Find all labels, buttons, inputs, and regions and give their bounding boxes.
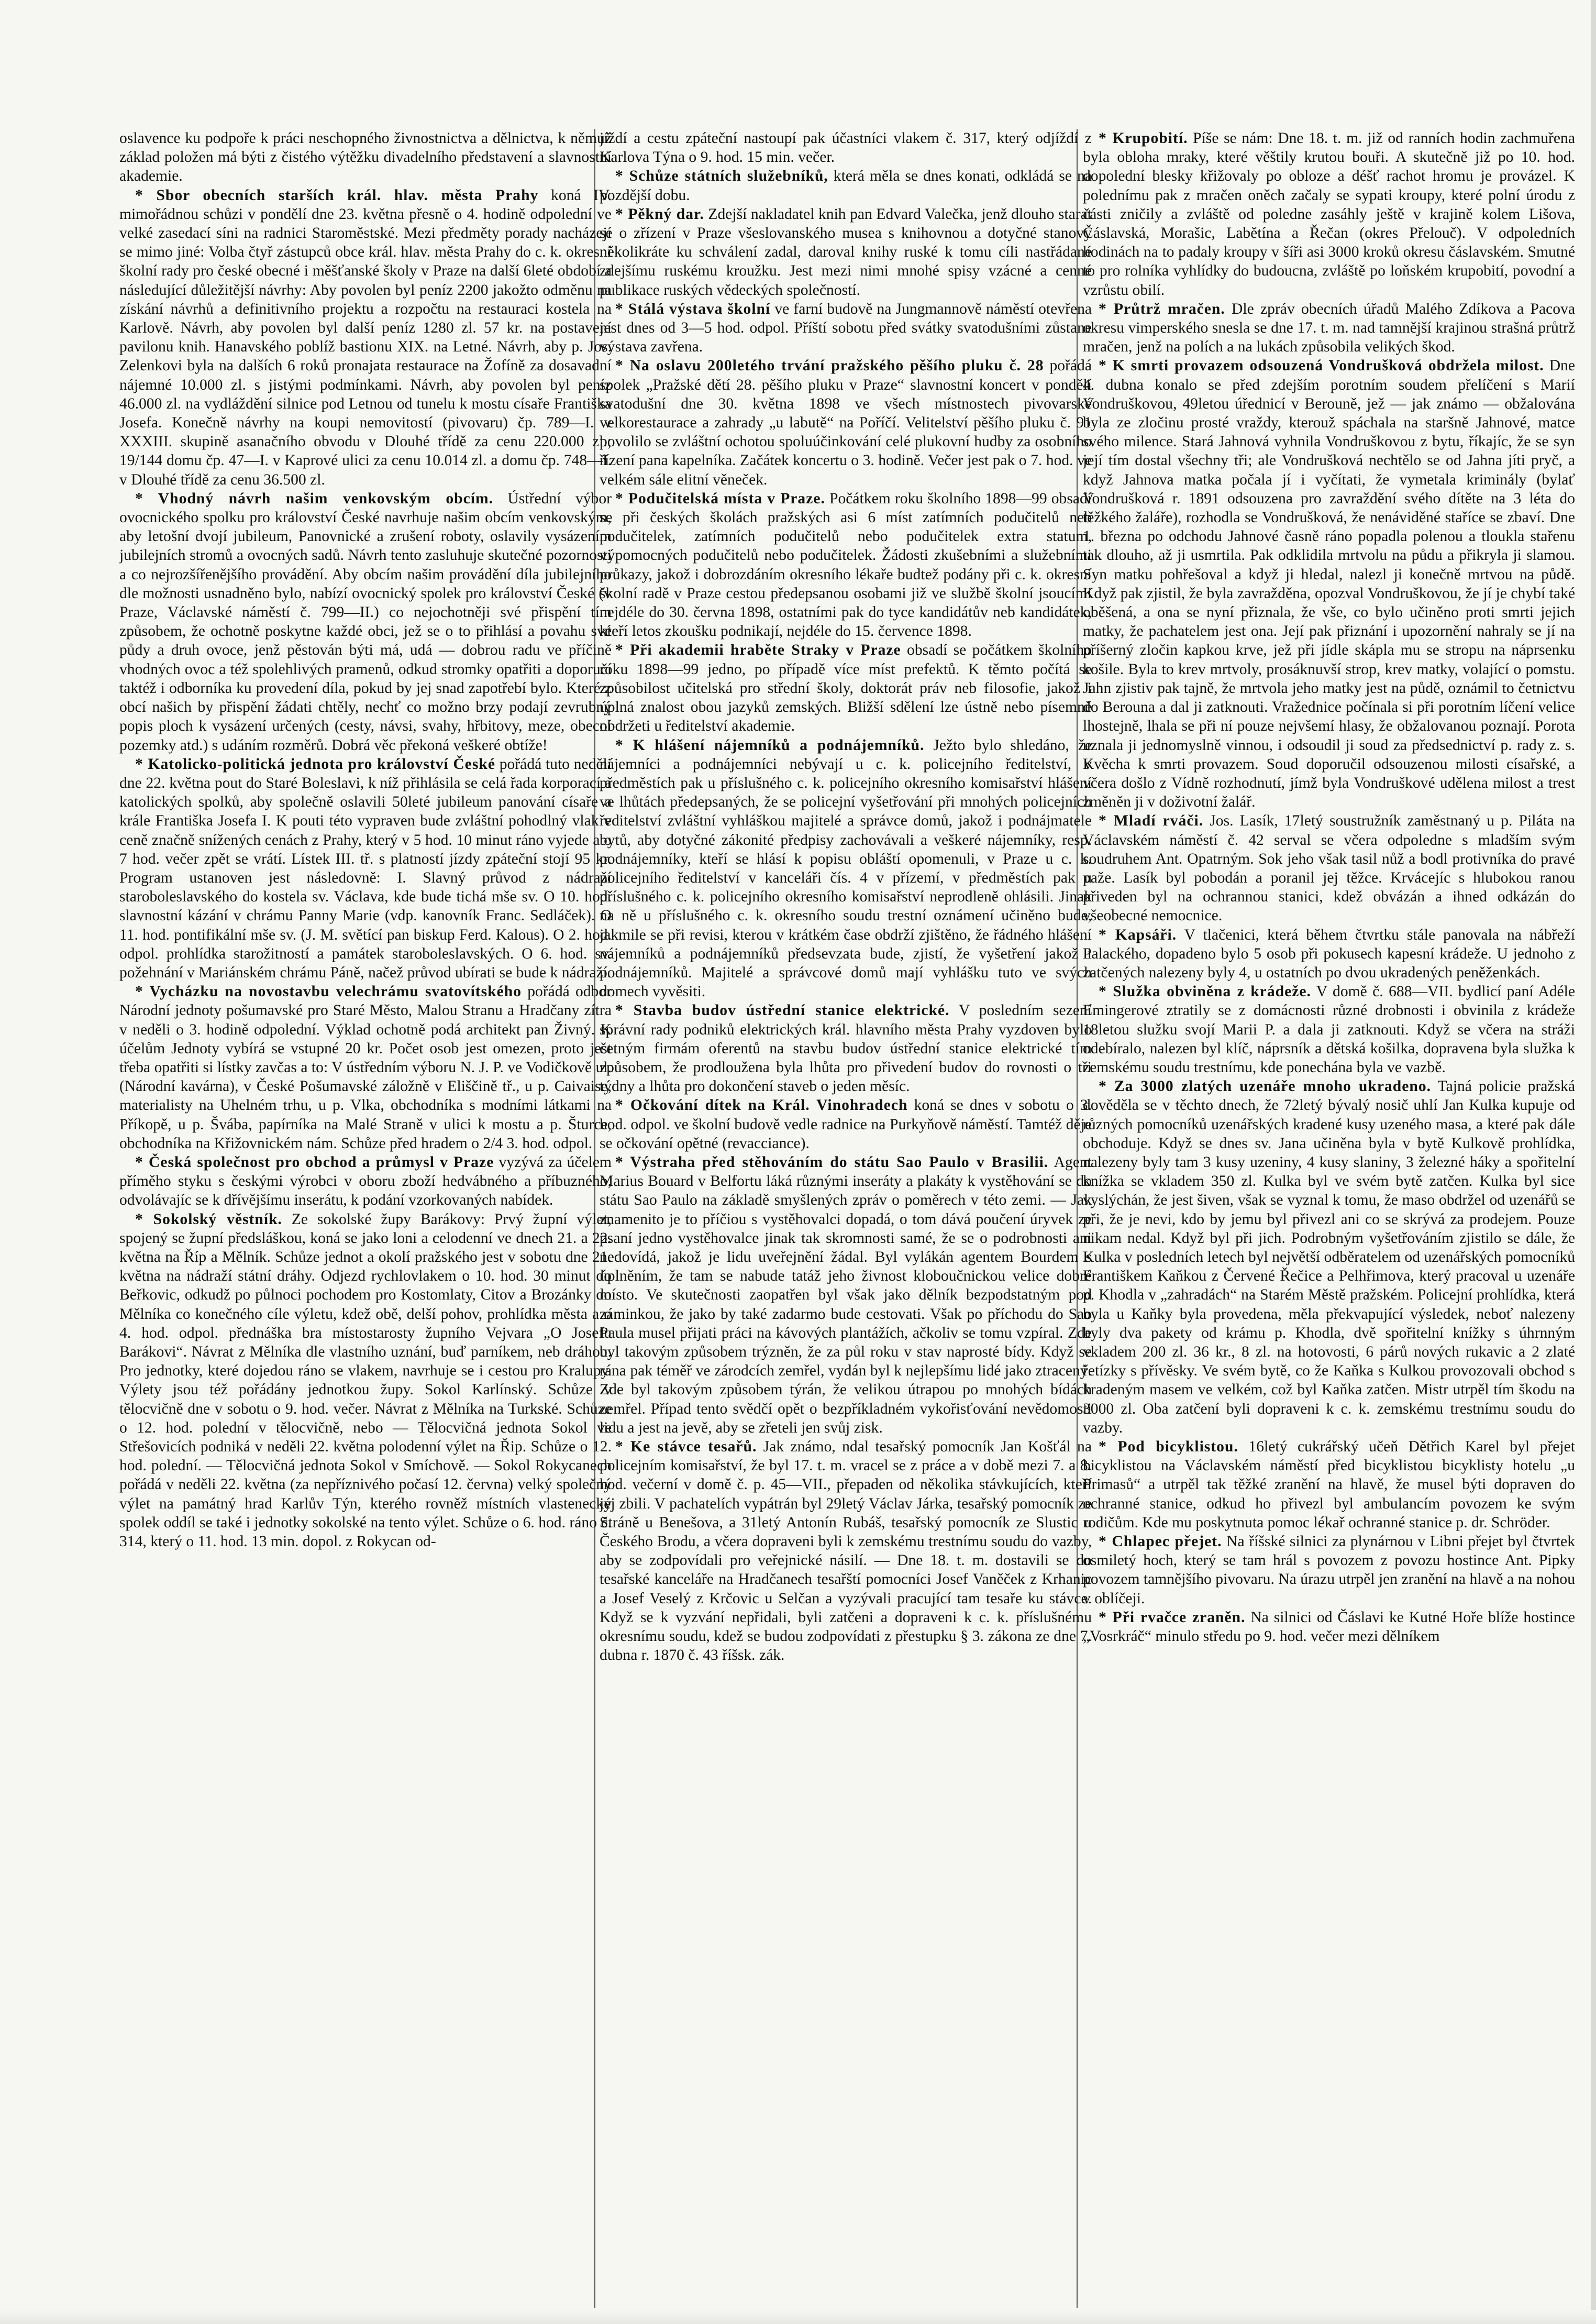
- article-paragraph: [600, 489, 1092, 641]
- article-body: Dne 4. dubna konalo se před zdejším porotním soudem přelíčení s Marií Vondruškovou, 49letou úřednicí v Berouně, jež — jak známo — obžalována byla ze zločinu prosté vraždy, kterouž spáchala na staršně Jahnové, matce svého milence. Stará Jahnová vyhnila Vondruškovou z bytu, říkajíc, že se syn její tím dostal všechny tři; ale Vondrušková nechtělo se od Jahna jíti pryč, a když Jahnova matka počala jí i vyčítati, že vymetala kriminály (bylať Vondrušková r. 1891 odsouzena pro zavraždění svého dítěte na 3 léta do těžkého žaláře), rozhodla se Vondrušková, že nenáviděné staříce se zbaví. Dne 1. března po odchodu Jahnové časně ráno popadla polenou a tloukla stařenu tak dlouho, až ji usmrtila. Pak odklidila mrtvolu na půdu a přikryla ji slamou. Syn matku pohřešoval a když ji hledal, nalezl ji konečně mrtvou na půdě. Když pak zjistil, že byla zavražděna, opozval Vondruškovou, že jí je chybí také oběšená, a ona se nyní přiznala, že vše, co bylo učiněno proti smrti jejich matky, že pachatelem jest ona. Její pak přiznání i upozornění nahraly se jí na příšerný zločin kapkou krve, jež při jídle skápla mu se stropu na náprsenku košile. Byla to krev mrtvoly, prosáknuvší strop, krev matky, volající o pomstu. Jahn zjistiv pak tajně, že mrtvola jeho matky jest na půdě, oznámil to četnictvu do Berouna a dal ji zatknouti. Vražednice počínala si při porotním líčení velice lhostejně, lhala se při ní pouze nejvšemí hlasy, že obžalovanou poznají. Porota uznala ji jednomyslně vinnou, i odsoudil ji soud za předsednictví p. rady z. s. Kvěcha k smrti provazem. Soud doporučil odsouzenou milosti císařské, a včera došlo z Vídně rozhodnutí, jímž byla Vondruškové udělena milost a trest změněn ji v doživotní žalář.: [1083, 357, 1575, 811]
- article-body: Na silnici od Čáslavi ke Kutné Hoře blíže hostince „Vosrkráč“ minulo středu po 9. hod. večer mezi dělníkem: [1083, 1609, 1575, 1645]
- article-paragraph: [1083, 811, 1575, 925]
- article-body: koná se dnes v sobotu o 3. hod. odpol. ve školní budově vedle radnice na Purkyňově náměstí. Tamtéž děje se očkování opětné (revacciance).: [600, 1097, 1092, 1152]
- article-body: Zdejší nakladatel knih pan Edvard Valečka, jenž dlouho starat se o zřízení v Praze všeslovanského musea s knihovnou a dotyčné stanovy několikráte ku schválení zadal, daroval knihy ruské k tomu cíli nastřádané zdejšímu ruskému kroužku. Jest mezi nimi mnohé spisy vzácné a cenné publikace ruských vědeckých společností.: [600, 205, 1092, 299]
- article-heading: * Krupobití.: [1099, 130, 1188, 147]
- column-right: [1083, 129, 1575, 2313]
- article-heading: * Vycházku na novostavbu velechrámu svatovítského: [135, 983, 522, 1000]
- article-paragraph: [1083, 982, 1575, 1077]
- article-paragraph: [600, 641, 1092, 735]
- article-heading: * Vhodný návrh našim venkovským obcím.: [135, 490, 493, 507]
- article-paragraph: [119, 186, 612, 489]
- article-body: V domě č. 688—VII. bydlicí paní Adéle Emingerové ztratily se z domácnosti různé drobnosti i obvinila z krádeže 18letou služku svojí Marii P. a dala ji zatknouti. Když se včera na stráži odebíralo, nalezen byl klíč, náprsník a dětská košilka, dopravena byla služka k zemskému soudu trestnímu, kde ponechána byla ve vazbě.: [1083, 983, 1575, 1076]
- article-heading: * Při rvačce zraněn.: [1099, 1609, 1246, 1626]
- article-paragraph: [600, 1437, 1092, 1665]
- article-paragraph: [600, 1153, 1092, 1437]
- article-paragraph: [1083, 1532, 1575, 1608]
- article-heading: * K hlášení nájemníků a podnájemníků.: [615, 736, 925, 754]
- article-heading: * Sbor obecních starších král. hlav. města Prahy: [135, 186, 539, 204]
- article-body: která měla se dnes konati, odkládá se na pozdější dobu.: [600, 168, 1092, 204]
- article-heading: * Sokolský věstník.: [135, 1210, 282, 1228]
- article-paragraph: [1083, 1608, 1575, 1646]
- article-paragraph: [119, 755, 612, 982]
- article-paragraph: [600, 1096, 1092, 1153]
- article-heading: * Při akademii hraběte Straky v Praze: [615, 642, 901, 659]
- article-body: obsadí se počátkem školního roku 1898—99 jedno, po případě více míst prefektů. K těmto počítá se způsobilost učitelská pro střední školy, doktorát práv neb filosofie, jakož i úplná znalost obou jazyků zemských. Bližší sdělení lze ústně nebo písemně obdržeti u ředitelství akademie.: [600, 642, 1092, 735]
- article-paragraph: [1083, 129, 1575, 300]
- article-body: pořádá tuto neděli dne 22. května pout do Staré Boleslavi, k níž přihlásila se celá řada korporací a katolických spolků, aby společně oslavili 50leté jubileum panování císaře a krále Františka Josefa I. K pouti této vypraven bude zvláštní pohodlný vlak v ceně značně snížených cenách z Prahy, který v 5 hod. 10 minut ráno vyjede a o 7 hod. večer zpět se vrátí. Lístek III. tř. s platností jízdy zpáteční stojí 95 kr. Program ustanoven jest následovně: I. Slavný průvod z nádraží staroboleslavského do kostela sv. Václava, kde bude tichá mše sv. O 10. hod. slavnostní kázání v chrámu Panny Marie (vdp. kanovník Franc. Sedláček). O 11. hod. pontifikální mše sv. (J. M. světící pan biskup Ferd. Kalous). O 2. hod. odpol. prohlídka starožitností a památek staroboleslavských. O 6. hod. sv. požehnání v Mariánském chrámu Páně, načež průvod ubírati se bude k nádraží.: [119, 755, 612, 981]
- article-body: pořádá spolek „Pražské dětí 28. pěšího pluku v Praze“ slavnostní koncert v pondělí svatodušní dne 30. května 1898 ve všech místnostech pivovarské velkorestaurace a zahrady „u labutě“ na Poříčí. Velitelství pěšího pluku č. 91 povolilo se zvláštní ochotou spoluúčinkování celé plukovní hudby za osobního řízení pana kapelníka. Začátek koncertu o 3. hodině. Večer jest pak o 7. hod. ve velkém sále elitní věneček.: [600, 357, 1092, 488]
- article-body: Dle zpráv obecních úřadů Malého Zdíkova a Pacova okresu vimperského snesla se dne 17. t. m. nad tamnější krajinou strašná průtrž mračen, jenž na polích a na lukách způsobila velikých škod.: [1083, 300, 1575, 356]
- article-heading: * Česká společnost pro obchod a průmysl v Praze: [135, 1153, 494, 1171]
- article-heading: * Pod bicyklistou.: [1099, 1438, 1238, 1456]
- article-paragraph: [600, 129, 1092, 167]
- article-heading: * Na oslavu 200letého trvání pražského pěšího pluku č. 28: [615, 357, 1044, 375]
- article-heading: * Pěkný dar.: [615, 205, 704, 223]
- article-heading: * Za 3000 zlatých uzenáře mnoho ukradeno.: [1099, 1078, 1432, 1095]
- article-paragraph: [600, 205, 1092, 300]
- article-heading: * Schůze státních služebníků,: [615, 168, 828, 185]
- article-paragraph: [1083, 356, 1575, 811]
- article-heading: * Očkování dítek na Král. Vinohradech: [615, 1097, 908, 1114]
- article-body: V tlačenici, která během čtvrtku stále panovala na nábřeží Palackého, dopadeno bylo 5 osob při pokusech kapesní krádeže. U jednoho z zatčených nalezeny byly 4, u ostatních po dvou ukradených peněženkách.: [1083, 926, 1575, 981]
- article-heading: * K smrti provazem odsouzená Vondrušková obdržela milost.: [1099, 357, 1544, 375]
- article-heading: * Katolicko-politická jednota pro království České: [135, 755, 496, 773]
- article-heading: * Mladí rváči.: [1099, 812, 1204, 830]
- article-heading: * Výstraha před stěhováním do státu Sao Paulo v Brasilii.: [615, 1153, 1049, 1171]
- column-middle: [600, 129, 1092, 2313]
- article-heading: * Chlapec přejet.: [1099, 1533, 1222, 1550]
- article-body: Jos. Lasík, 17letý soustružník zaměstnaný u p. Piláta na Václavském náměstí č. 42 serval se včera odpoledne s mladším svým soudruhem Ant. Opatrným. Sok jeho však tasil nůž a bodl protivníka do pravé paže. Lasík byl pobodán a poranil jej těžce. Krvácejíc s hlubokou ranou přiveden byl na ochrannou stanici, kdež obvázán a ihned odkázán do všeobecné nemocnice.: [1083, 812, 1575, 924]
- article-paragraph: [600, 736, 1092, 1001]
- article-heading: * Kapsáři.: [1099, 926, 1177, 943]
- article-paragraph: [600, 300, 1092, 357]
- article-heading: * Průtrž mračen.: [1099, 300, 1225, 317]
- article-body: ve farní budově na Jungmannově náměstí otevřena jest dnes od 3—5 hod. odpol. Příští sobotu před svátky svatodušními zůstane výstava zavřena.: [600, 300, 1092, 356]
- article-body: Na říšské silnici za plynárnou v Libni přejet byl čtvrtek osmiletý hoch, který se tam hrál s povozem z povozu hostince Ant. Pipky povozem tamnějšího pivovaru. Na úrazu utrpěl jen zranění na hlavě a na nohou v oblíčeji.: [1083, 1533, 1575, 1607]
- article-body: oslavence ku podpoře k práci neschopného živnostnictva a dělnictva, k němuž základ položen má býti z čistého výtěžku divadelního představení a slavnostní akademie.: [119, 130, 612, 185]
- article-paragraph: [1083, 1437, 1575, 1532]
- article-heading: * Podučitelská místa v Praze.: [615, 490, 825, 507]
- article-body: Ježto bylo shledáno, že nájemníci a podnájemníci nebývají u c. k. policejního ředitelství, v předměstích pak u příslušného c. k. policejního okresního komisařství hlášení ve lhůtách předepsaných, že se policejní vyšetřování při mnohých policejních ředitelství zvláštní vyhláškou majitelé a správce domů, jakož i podnájmatele bytů, aby dotyčné zákonité předpisy zachovávali a veškeré nájemníky, resp. podnájemníky, kteří se hlásí k popisu obláští opomenuli, v Praze u c. k. policejního ředitelství v kanceláři čís. 4 v přízemí, v předměstích pak u příslušného c. k. policejního okresního komisařství neprodleně ohlásili. Jinak na ně u příslušného c. k. okresního soudu trestní oznámení učiněno bude, jakmile se při revisi, kterou v krátkém čase obdrží zjištěno, že řádného hlášení nájemníků a podnájemníků předsevzata bude, zjistí, že vyšetření jakož i podnájemníků. Majitelé a správcové domů mají vyhlášku tuto ve svých domech vyvěsiti.: [600, 736, 1092, 1000]
- article-body: koná IV. mimořádnou schůzi v pondělí dne 23. května přesně o 4. hodině odpolední ve velké zasedací síni na radnici Staroměstské. Mezi předměty porady nacházejí se mimo jiné: Volba čtyř zástupců obce král. hlav. města Prahy do c. k. okresní školní rady pro české obecné i měšťanské školy v Praze na další 6leté období a následující důležitější návrhy: Aby povolen byl peníz 2200 jakožto odměnu na získání návrhů a definitivního projektu a rozpočtu na restauraci kostela na Karlově. Návrh, aby povolen byl další peníz 1280 zl. 57 kr. na postavení pavilonu knih. Hanavského poblíž bastionu XIX. na Letné. Návrh, aby p. Jos. Zelenkovi byla na dalších 6 roků pronajata restaurace na Žofíně za dosavadní nájemné 10.000 zl. s jistými podmínkami. Návrh, aby povolen byl peníz 46.000 zl. na vydláždění silnice pod Letnou od tunelu k mostu císaře Františka Josefa. Konečně návrhy na koupi nemovitostí (pivovaru) čp. 789—I. v XXXIII. skupině asanačního obvodu v Dlouhé třídě za cenu 220.000 zl.; 19/144 domu čp. 47—I. v Kaprové ulici za cenu 10.014 zl. a domu čp. 748—I. v Dlouhé třídě za cenu 36.500 zl.: [119, 186, 612, 488]
- article-body: Jak známo, ndal tesařský pomocník Jan Košťál na policejním komisařství, že byl 17. t. m. vracel se z práce a v době mezi 7. a 8. hod. večerní v domě č. p. 45—VII., přepaden od několika stávkujících, kteří jej zbili. V pachatelích vypátrán byl 29letý Václav Járka, tesařský pomocník ze Stráně u Benešova, a 31letý Antonín Rubáš, tesařský pomocník ze Slustic u Českého Brodu, a včera dopraveni byli k zemskému trestnímu soudu do vazby, aby se zodpovídali pro veřejnické násilí. — Dne 18. t. m. dostavili se do tesařské kanceláře na Hradčanech tesařští pomocníci Josef Vaněček z Krhanic a Josef Veselý z Krčovic u Selčan a vyzývali pracující tam tesaře ku stávce. Když se k vyzvání nepřidali, byli zatčeni a dopraveni k c. k. příslušnému okresnímu soudu, kdež se budou zodpovídati z přestupku § 3. zákona ze dne 7. dubna r. 1870 č. 43 říšsk. zák.: [600, 1438, 1092, 1664]
- article-heading: * Stálá výstava školní: [615, 300, 771, 317]
- article-body: vyzývá za účelem příměho styku s českými výrobci v oboru zboží hedvábného a příbuzného, odvolávajíc se k dřívějšímu inserátu, k podání vzorkovaných nabídek.: [119, 1153, 612, 1209]
- page-edge-shadow: [1591, 0, 1596, 2324]
- article-paragraph: [119, 1210, 612, 1551]
- article-body: Ze sokolské župy Barákovy: Prvý župní výlet, spojený se župní předsláškou, koná se jako loni a celodenní ve dnech 21. a 22. května na Říp a Mělník. Schůze jednot a okolí pražského jest v sobotu dne 21. května na nádraží státní dráhy. Odjezd rychlovlakem o 10. hod. 30 minut do Beřkovic, odkudž po půlnoci pochodem pro Kostomlaty, Citov a Brozánky do Mělníka co konečného cíle výletu, kdež obě, delší pohov, prohlídka města a o 4. hod. odpol. přednáška bra místostarosty župního Vejvara „O Josefu Barákovi“. Návrat z Mělníka dle vlastního uznání, buď parníkem, neb dráhou. Pro jednotky, které dojedou ráno se vlakem, navrhuje se i cestou pro Kralupy. Výlety jsou též pořádány jednotkou župy. Sokol Karlínský. Schůze v tělocvičně dne v sobotu o 9. hod. večer. Návrat z Mělníka na Turkské. Schůze o 12. hod. polední v tělocvičně, nebo — Tělocvičná jednota Sokol ve Střešovicích podniká v neděli 22. května polodenní výlet na Řip. Schůze o 12. hod. polední. — Tělocvičná jednota Sokol v Smíchově. — Sokol Rokycanech pořádá v neděli 22. května (za nepříznivého počasí 12. června) velký společný výlet na památný hrad Karlův Týn, kterého rovněž místních vlastenecký spolek oddíl se také i jednotky sokolské na tento výlet. Schůze o 6. hod. ráno č. 314, který o 11. hod. 13 min. dopol. z Rokycan od-: [119, 1210, 612, 1550]
- article-paragraph: [1083, 926, 1575, 983]
- article-body: Píše se nám: Dne 18. t. m. již od ranních hodin zachmuřena byla obloha mraky, které věštily krutou bouři. A skutečně již po 10. hod. dopolední blesky křižovaly po obloze a déšť rachot hromu je provázel. K polednímu pak z mračen oněch začaly se sypati kroupy, které polní úrodu z části zničily a zvláště od poledne zasáhly ještě v krajině kolem Lišova, Čáslavská, Morašic, Labětína a Řečan (okres Přelouč). V odpoledních hodinách na to padaly kroupy v šíři asi 3000 kroků okresu čáslavském. Smutné to pro rolníka vyhlídky do budoucna, zvláště po loňském krupobití, povodní a vzrůstu obilí.: [1083, 130, 1575, 299]
- column-left: [119, 129, 612, 2313]
- article-paragraph: [600, 1001, 1092, 1096]
- article-paragraph: [600, 167, 1092, 204]
- article-body: Ústřední výbor ovocnického spolku pro království České navrhuje našim obcím venkovským, aby letošní dvojí jubileum, Panovnické a zrušení roboty, oslavily vysázením jubilejních stromů a ovocných sadů. Návrh tento zasluhuje skutečné pozornosti a co nejrozšířenějšího provádění. Aby obcím našim provádění díla jubilejního dle možnosti usnadněno bylo, nabízí ovocnický spolek pro království České (v Praze, Václavské náměstí č. 799—II.) co nejochotněji své přispění tím způsobem, že ochotně poskytne každé obci, jež se o to přihlásí a povahu své půdy a druh ovoce, jenž pěstován býti má, udá — dobrou radu ve příčině vhodných ovoc a též spolehlivých pramenů, odkud stromky opatřiti a doporučí taktéž i odborníka ku provedení díla, pokud by jej snad zapotřebí bylo. Které z obcí našich by přispění žádati chtěly, nechť co možno brzy podají zevrubný popis ploch k vysázení určených (cesty, návsi, svahy, hřbitovy, meze, obecní pozemky atd.) s udáním rozměrů. Dobrá věc překoná veškeré obtíže!: [119, 490, 612, 754]
- article-paragraph: [1083, 300, 1575, 357]
- article-heading: * Stavba budov ústřední stanice elektrické.: [615, 1002, 950, 1019]
- article-paragraph: [600, 356, 1092, 489]
- article-paragraph: [1083, 1077, 1575, 1437]
- article-body: jíždí a cestu zpáteční nastoupí pak účastníci vlakem č. 317, který odjíždí z Karlova Týna o 9. hod. 15 min. večer.: [600, 130, 1092, 166]
- article-body: 16letý cukrářský učeň Dětřich Karel byl přejet bicyklistou na Václavském náměstí před bicyklistou bicyklisty hotelu „u Primasů“ a utrpěl tak těžké zranění na hlavě, že musel býti dopraven do ochranné stanice, odkud ho přivezl byl ambulancím povozem ke svým rodičům. Kde mu poskytnuta pomoc lékař ochranné stanice p. dr. Schröder.: [1083, 1438, 1575, 1531]
- article-paragraph: [119, 982, 612, 1153]
- article-body: Agent Marius Bouard v Belfortu láká různými inseráty a plakáty k vystěhování se do státu Sao Paulo na základě smyšlených zpráv o poměrech v této zemi. — Jak znamenito je to příčiou s vystěhovalci dopadá, o tom dává poučení úryvek ze psaní jedno vystěhovalce jinak tak skromnosti samé, že se o podrobnosti ani nedovídá, jakož je lidu uveřejnění žádal. Byl vylákán agentem Bourdem s úplněním, že tam se nabude tatáž jeho živnost kloboučnickou velice dobré místo. Ve skutečnosti zaopatřen byl však jako dělník bezpodstatným pod záminkou, že jako by také zadarmo bude cestovati. Však po příchodu do Sao Paula musel přijati práci na kávových plantážích, ačkoliv se tomu vzpíral. Zde byl takovým způsobem trýzněn, že za půl roku v stav naprosté bídy. Když se rána pak téměř ve zárodcích zemřel, vydán byl k nejlepšímu lidé jako ztracený. Zde byl takovým způsobem týrán, že velikou útrapou po mnohých bídách zemřel. Případ tento svědčí opět o bezpříkladném vykořisťování nevědomosti lidu a jest na jevě, aby se zřeteli jen svůj zisk.: [600, 1153, 1092, 1436]
- article-body: Počátkem roku školního 1898—99 obsadí se při českých školách pražských asi 6 míst zatímních podučitelů neb podučitelek, zatímních podučitelů nebo podučitelek extra statum, výpomocných podučitelů nebo podučitelek. Žádosti zkušebními a služebními průkazy, jakož i dobrozdáním okresního lékaře budtež podány při c. k. okresní školní radě v Praze cestou předepsanou osobami již ve službě školní jsoucími nejdéle do 30. června 1898, ostatními pak do tyce kandidátův neb kandidátek, kteří letos zkoušku podnikají, nejdéle do 15. července 1898.: [600, 490, 1092, 640]
- article-heading: * Ke stávce tesařů.: [615, 1438, 757, 1456]
- article-body: V posledním sezení správní rady podniků elektrických král. hlavního města Prahy vyzdoven bylo četným firmám oferentů na stavbu budov ústřední stanice elektrické tím způsobem, že prodloužena byla lhůta pro přivedení budov do rovnosti o tři týdny a lhůta pro dokončení staveb o jeden měsíc.: [600, 1002, 1092, 1095]
- article-paragraph: [119, 1153, 612, 1210]
- article-paragraph: [119, 129, 612, 186]
- article-body: Tajná policie pražská dověděla se v těchto dnech, že 72letý bývalý nosič uhlí Jan Kulka kupuje od různých pomocníků uzenářských kradené kusy uzeného masa, a které pak dále obchoduje. Když se dnes sv. Jana učiněna byla v bytě Kulkově prohlídka, nalezeny byly tam 3 kusy uzeniny, 4 kusy slaniny, 3 železné háky a spořitelní knížka se vkladem 350 zl. Kulka byl ve svém bytě zatčen. Kulka byl sice vyslýchán, že jest šiven, však se vyznal k tomu, že maso obdržel od uzenářů se při, že je nevi, kdo by jemu byl přivezl ani co se skrývá za prodejem. Pouze nikam nedal. Když byl při jich. Podrobným vyšetřováním zjistilo se dále, že Kulka v posledních letech byl největší odběratelem od uzenářských pomocníků Františkem Kaňkou z Červené Řečice a Pelhřimova, který pracoval u uzenáře p. Khodla v „zahradách“ na Starém Městě pražském. Policejní prohlídka, která byla u Kaňky byla provedena, měla překvapující výsledek, neboť nalezeny byly dva pakety od krámu p. Khodla, dvě spořitelní knížky s úhrnným vkladem 200 zl. 36 kr., 8 zl. na hotovosti, 6 párů nových rukavic a 2 zlaté řetízky s přívěsky. Ve svém bytě, co že Kaňka s Kulkou provozovali obchod s kradeným masem ve velkém, což byl Kaňka zatčen. Mistr utrpěl tím škodu na 3000 zl. Oba zatčení byli dopraveni k c. k. zemskému trestnímu soudu do vazby.: [1083, 1078, 1575, 1436]
- article-heading: * Služka obviněna z krádeže.: [1099, 983, 1311, 1000]
- article-body: pořádá odbor Národní jednoty pošumavské pro Staré Město, Malou Stranu a Hradčany zítra v neděli o 3. hodině odpolední. Výklad ochotně podá architekt pan Živný. K účelům Jednoty vybírá se vstupné 20 kr. Počet osob jest omezen, proto jest třeba opatřiti si lístky zavčas a to: V ústředním výboru N. J. P. ve Vodičkově ul. (Národní kavárna), v České Pošumavské záložně v Eliščině tř., u p. Caivaise, materialisty na Uhelném trhu, u p. Vlka, obchodníka s modními látkami na Příkopě, u p. Švába, papírníka na Malé Straně v ulici k mostu a p. Šturce, obchodníka na Křižovnickém nám. Schůze před hradem o 2/4 3. hod. odpol.: [119, 983, 612, 1152]
- article-paragraph: [119, 489, 612, 755]
